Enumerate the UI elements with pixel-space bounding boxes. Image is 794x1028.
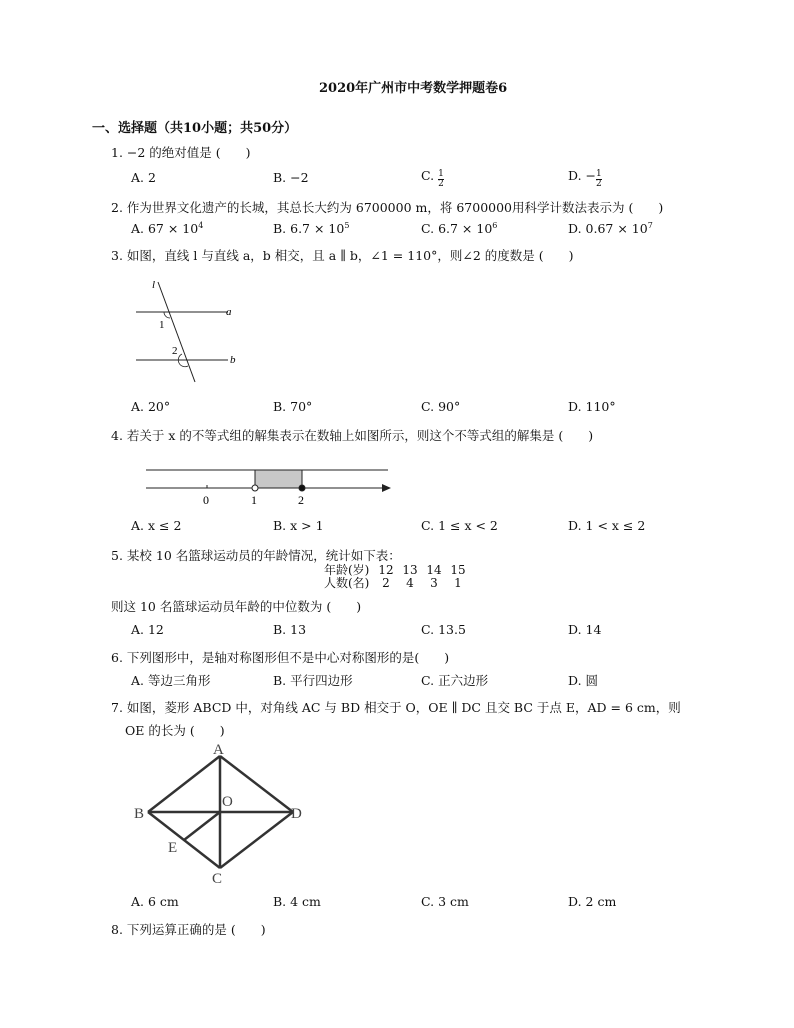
q3-figure: [128, 278, 248, 388]
section-heading: 一、选择题（共10小题；共50分）: [92, 121, 298, 136]
tick-0: 0: [203, 493, 209, 507]
q6-option-d: D. 圆: [568, 673, 599, 688]
label-angle-2: 2: [172, 345, 178, 357]
vertex-B: B: [134, 806, 145, 822]
q2-option-d: D. $0.67 \times 10^7$: [568, 221, 653, 236]
row-label: 年龄(岁): [324, 563, 370, 577]
row-label: 人数(名): [324, 576, 370, 590]
q2-option-a: A. $67 \times 10^4$: [131, 221, 204, 236]
fraction: $\frac{1}{2}$: [438, 169, 444, 189]
open-circle: [252, 485, 258, 491]
q7-option-b: B. 4 cm: [273, 894, 321, 909]
question-7-stem-cont: OE 的长为 ( ): [125, 723, 225, 738]
question-1-stem: 1. −2 的绝对值是 ( ): [111, 145, 251, 160]
q3-option-b: B. 70°: [273, 399, 313, 414]
question-6-stem: 6. 下列图形中，是轴对称图形但不是中心对称图形的是( ): [111, 650, 450, 665]
fraction: $\frac{1}{2}$: [596, 169, 602, 189]
q6-option-b: B. 平行四边形: [273, 673, 353, 688]
tick-1: 1: [251, 493, 257, 507]
point-E: E: [168, 840, 178, 856]
vertex-C: C: [212, 871, 223, 887]
solution-shading: [255, 470, 302, 488]
q7-rhombus-figure: [128, 742, 318, 887]
q3-option-a: A. 20°: [131, 399, 171, 414]
label-l: l: [152, 279, 156, 291]
q4-option-c: C. 1 ≤ x < 2: [421, 518, 498, 533]
q4-option-a: A. x ≤ 2: [131, 518, 182, 533]
question-5-stem: 5. 某校 10 名篮球运动员的年龄情况，统计如下表：: [111, 548, 401, 563]
q5-followup: 则这 10 名篮球运动员年龄的中位数为 ( ): [111, 599, 362, 614]
q3-option-d: D. 110°: [568, 399, 616, 414]
q2-option-c: C. $6.7 \times 10^6$: [421, 221, 498, 236]
q4-number-line: [143, 462, 398, 508]
filled-circle: [299, 485, 305, 491]
q6-option-a: A. 等边三角形: [131, 673, 211, 688]
table-row: 人数(名) 2 4 3 1: [324, 576, 462, 590]
q4-option-b: B. x > 1: [273, 518, 324, 533]
label-a: a: [226, 306, 232, 318]
question-3-stem: 3. 如图，直线 l 与直线 a，b 相交，且 a ∥ b，∠1 = 110°，则∠2 的度数是 ( ): [111, 248, 574, 263]
label-b: b: [230, 354, 236, 366]
q1-option-b: B. −2: [273, 170, 309, 185]
q7-option-d: D. 2 cm: [568, 894, 617, 909]
q1-option-a: A. 2: [131, 170, 156, 185]
label-angle-1: 1: [159, 319, 165, 331]
vertex-D: D: [291, 806, 302, 822]
q5-table: [324, 564, 470, 590]
q6-option-c: C. 正六边形: [421, 673, 489, 688]
q1-option-c: C. $\frac{1}{2}$: [421, 168, 444, 189]
question-8-stem: 8. 下列运算正确的是 ( ): [111, 922, 266, 937]
q3-option-c: C. 90°: [421, 399, 461, 414]
q5-option-d: D. 14: [568, 622, 602, 637]
q5-option-c: C. 13.5: [421, 622, 466, 637]
point-O: O: [222, 794, 233, 810]
table-row: 年龄(岁) 12 13 14 15: [324, 563, 466, 577]
q5-option-a: A. 12: [131, 622, 164, 637]
q1-option-d: D. − $\frac{1}{2}$: [568, 168, 602, 189]
question-7-stem: 7. 如图，菱形 ABCD 中，对角线 AC 与 BD 相交于 O，OE ∥ DC 且交 BC 于点 E，AD = 6 cm，则: [111, 700, 681, 715]
q4-option-d: D. 1 < x ≤ 2: [568, 518, 646, 533]
q7-option-c: C. 3 cm: [421, 894, 469, 909]
page-title: 2020年广州市中考数学押题卷6: [319, 81, 508, 96]
question-4-stem: 4. 若关于 x 的不等式组的解集表示在数轴上如图所示，则这个不等式组的解集是 ( ): [111, 428, 594, 443]
q7-option-a: A. 6 cm: [131, 894, 179, 909]
q5-option-b: B. 13: [273, 622, 307, 637]
question-2-stem: 2. 作为世界文化遗产的长城，其总长大约为 6700000 m，将 6700000用科学计数法表示为 ( ): [111, 200, 664, 215]
vertex-A: A: [213, 742, 224, 758]
tick-2: 2: [298, 493, 304, 507]
q2-option-b: B. $6.7 \times 10^5$: [273, 221, 350, 236]
